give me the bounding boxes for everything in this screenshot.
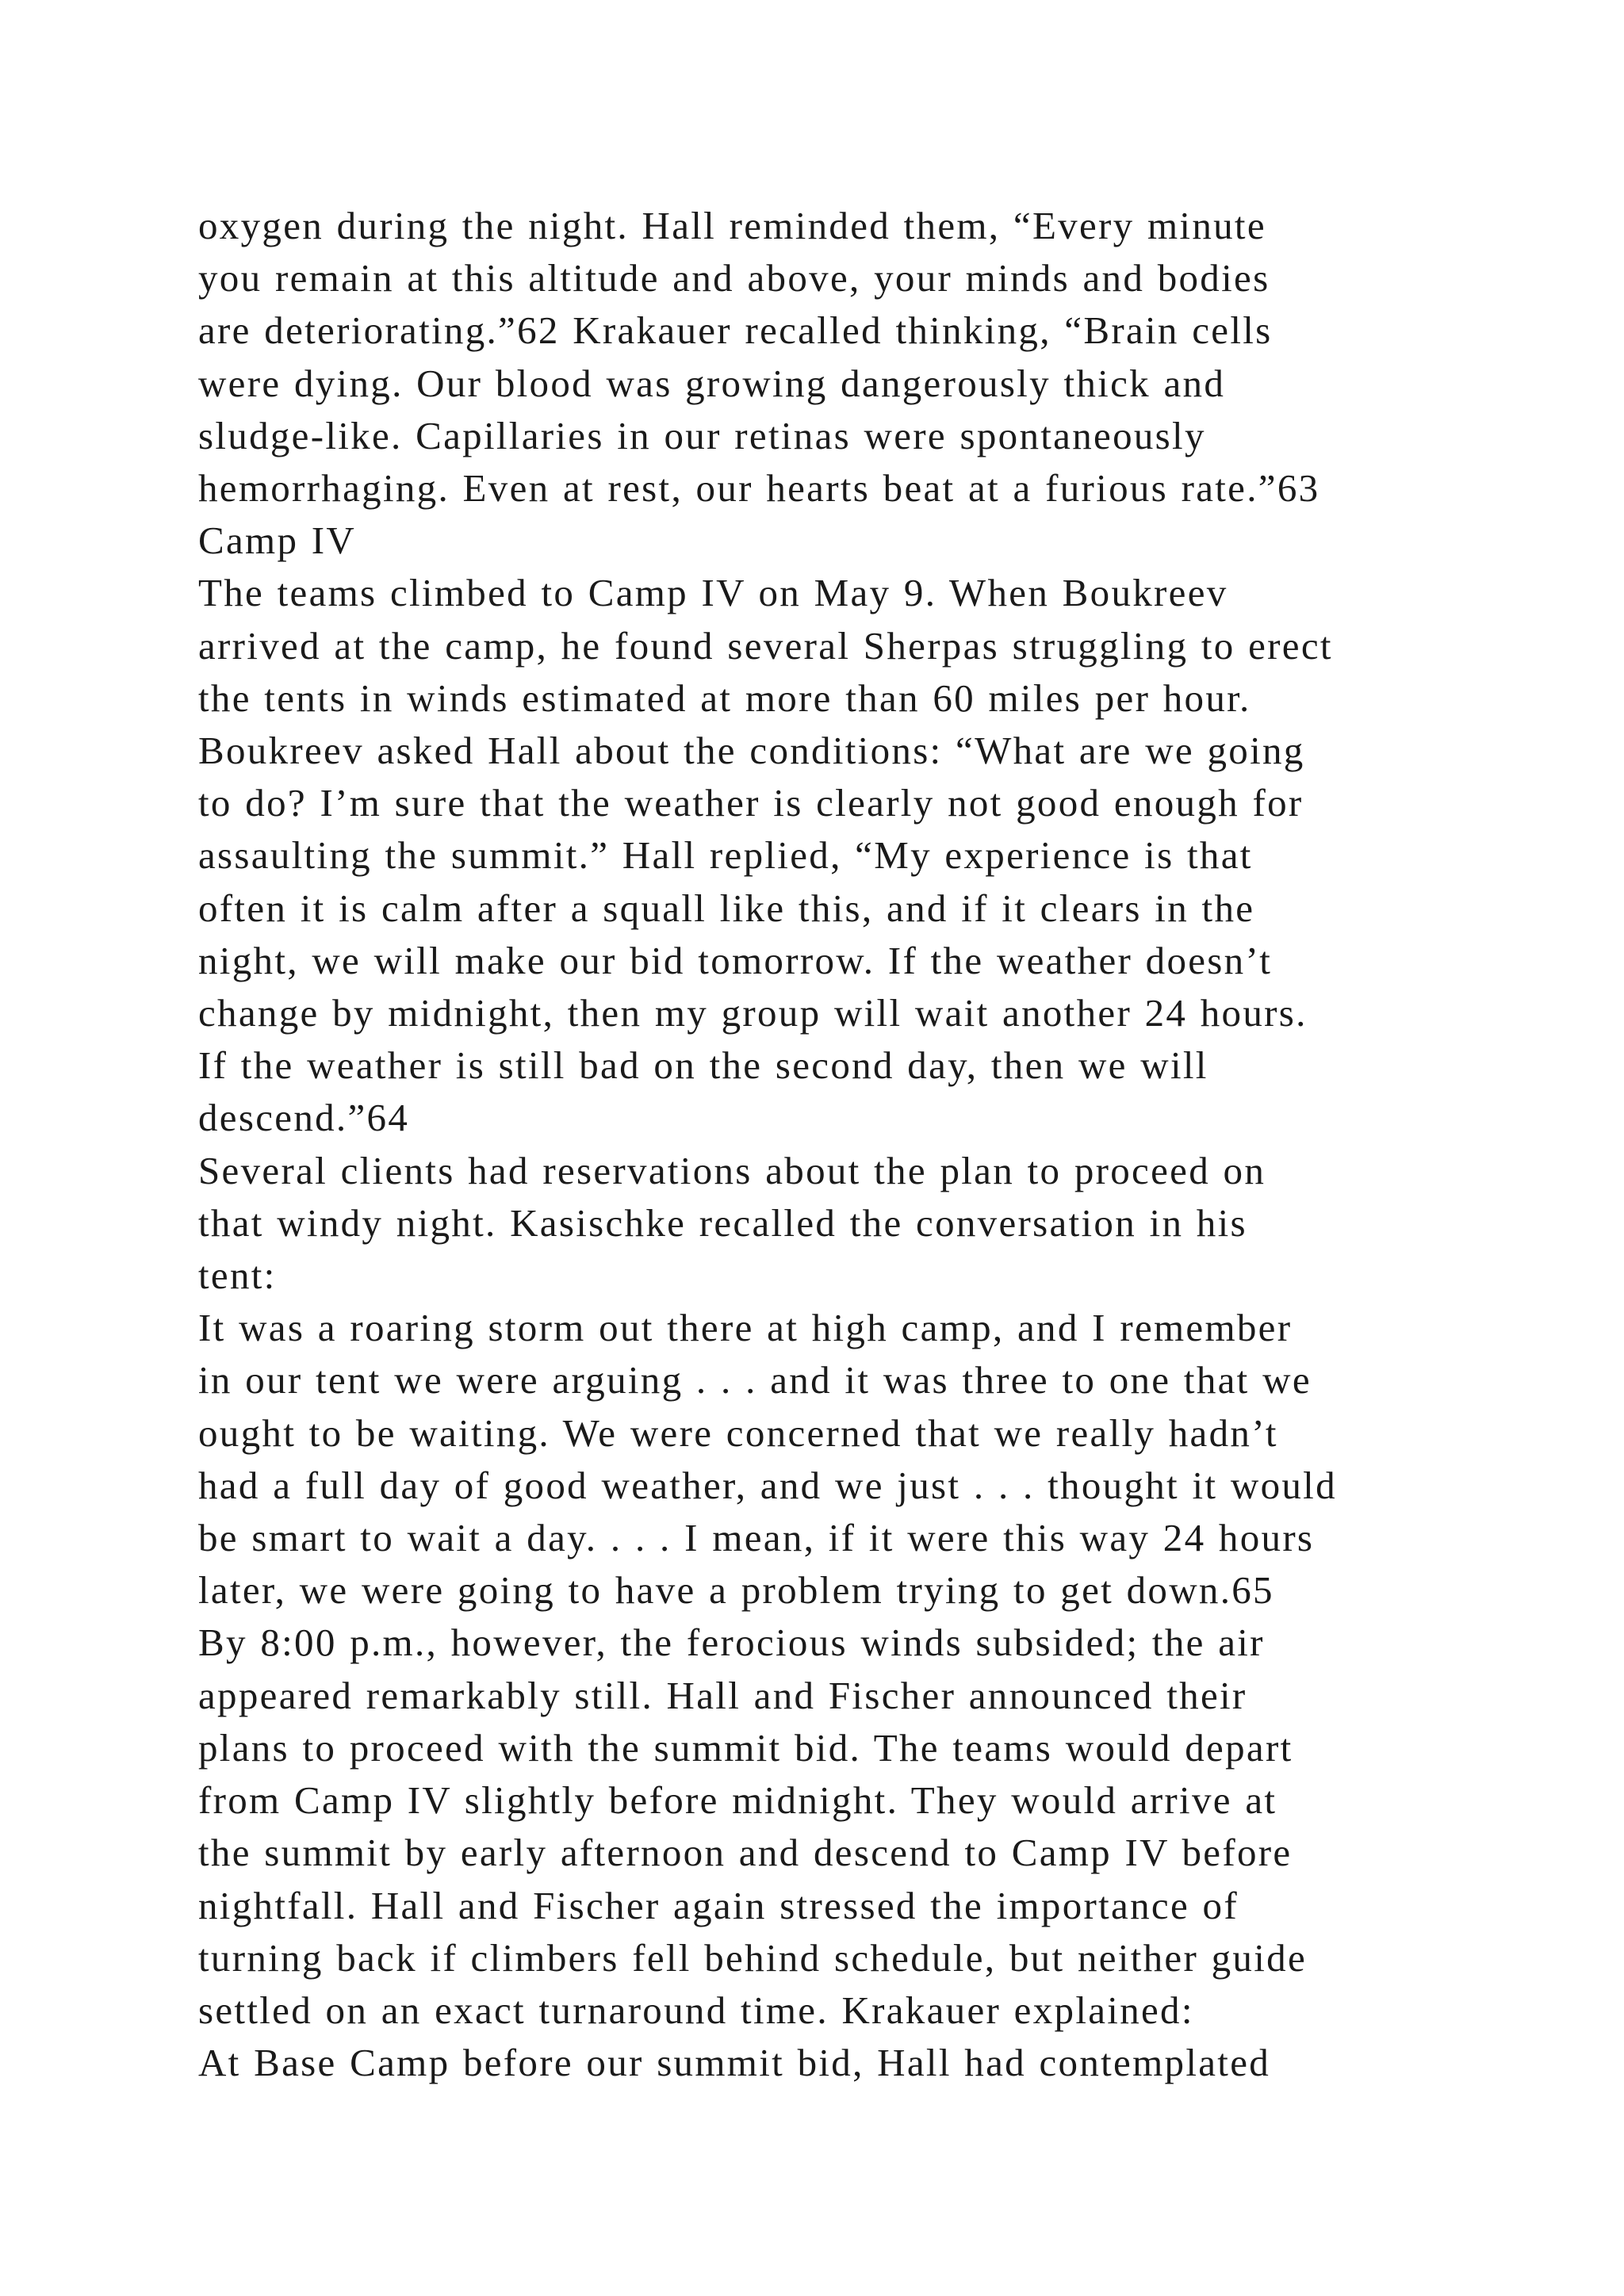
text-line: were dying. Our blood was growing dangerously thick and (198, 361, 1226, 405)
quote-line: had a full day of good weather, and we just . . . thought it would (198, 1463, 1337, 1507)
text-line: night, we will make our bid tomorrow. If the weather doesn’t (198, 938, 1273, 982)
text-line: plans to proceed with the summit bid. The teams would depart (198, 1725, 1293, 1770)
text-line: appeared remarkably still. Hall and Fischer announced their (198, 1673, 1247, 1717)
quote-line: in our tent we were arguing . . . and it was three to one that we (198, 1358, 1312, 1402)
text-line: often it is calm after a squall like this, and if it clears in the (198, 886, 1255, 930)
text-line: At Base Camp before our summit bid, Hall had contemplated (198, 2041, 1271, 2085)
text-line: hemorrhaging. Even at rest, our hearts beat at a furious rate.”63 (198, 466, 1320, 511)
quote-line: be smart to wait a day. . . . I mean, if it were this way 24 hours (198, 1516, 1315, 1560)
text-line: settled on an exact turnaround time. Krakauer explained: (198, 1988, 1194, 2032)
text-line: tent: (198, 1253, 277, 1298)
text-line: you remain at this altitude and above, your minds and bodies (198, 256, 1270, 300)
document-body-text (198, 200, 1499, 2089)
text-line: to do? I’m sure that the weather is clearly not good enough for (198, 781, 1304, 825)
text-line: nightfall. Hall and Fischer again stressed the importance of (198, 1883, 1239, 1927)
text-line: arrived at the camp, he found several Sherpas struggling to erect (198, 623, 1333, 668)
quote-line: It was a roaring storm out there at high camp, and I remember (198, 1306, 1293, 1350)
section-heading: Camp IV (198, 519, 357, 563)
text-line: By 8:00 p.m., however, the ferocious winds subsided; the air (198, 1621, 1265, 1665)
text-line: that windy night. Kasischke recalled the conversation in his (198, 1200, 1247, 1245)
text-line: Boukreev asked Hall about the conditions: “What are we going (198, 729, 1305, 773)
text-line: Several clients had reservations about the plan to proceed on (198, 1148, 1266, 1192)
quote-line: later, we were going to have a problem trying to get down.65 (198, 1568, 1274, 1613)
quote-line: ought to be waiting. We were concerned that we really hadn’t (198, 1410, 1278, 1455)
text-line: assaulting the summit.” Hall replied, “My experience is that (198, 833, 1253, 878)
text-line: If the weather is still bad on the second day, then we will (198, 1043, 1208, 1088)
text-line: oxygen during the night. Hall reminded them, “Every minute (198, 204, 1266, 247)
text-line: the tents in winds estimated at more than 60 miles per hour. (198, 675, 1251, 720)
text-line: from Camp IV slightly before midnight. They would arrive at (198, 1778, 1277, 1823)
text-line: change by midnight, then my group will wait another 24 hours. (198, 991, 1308, 1035)
text-line: the summit by early afternoon and descend to Camp IV before (198, 1831, 1293, 1875)
text-line: are deteriorating.”62 Krakauer recalled thinking, “Brain cells (198, 308, 1273, 353)
text-line: The teams climbed to Camp IV on May 9. When Boukreev (198, 571, 1228, 615)
text-line: descend.”64 (198, 1096, 410, 1140)
text-line: sludge-like. Capillaries in our retinas were spontaneously (198, 413, 1206, 457)
text-line: turning back if climbers fell behind schedule, but neither guide (198, 1935, 1307, 1980)
